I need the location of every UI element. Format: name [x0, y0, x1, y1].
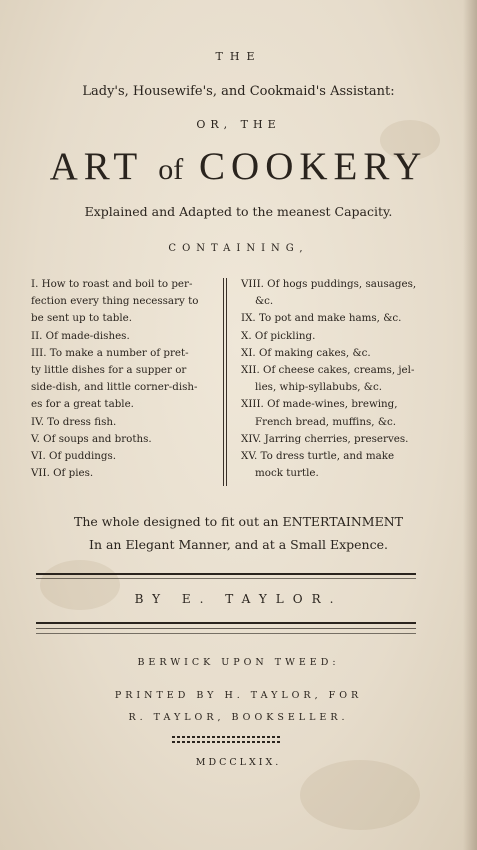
contents-line: XIII. Of made-wines, brewing,	[241, 398, 398, 411]
double-rule	[36, 628, 416, 629]
contents-line: X. Of pickling.	[241, 329, 316, 342]
contents-line: XII. Of cheese cakes, creams, jel-	[241, 363, 415, 376]
contents-line: es for a great table.	[31, 398, 134, 411]
printer-line: PRINTED BY H. TAYLOR, FOR	[114, 690, 363, 701]
column-divider	[223, 278, 224, 486]
ornament-rule	[172, 741, 282, 743]
contents-line: &c.	[255, 295, 274, 308]
contents-line: V. Of soups and broths.	[31, 432, 152, 445]
elegant-manner-line: In an Elegant Manner, and at a Small Expence.	[89, 537, 388, 552]
author-line: BY E. TAYLOR.	[134, 592, 343, 606]
containing-heading: CONTAINING,	[168, 243, 309, 254]
contents-line: I. How to roast and boil to per-	[31, 278, 193, 290]
whole-designed-line: The whole designed to fit out an ENTERTAINMENT	[73, 514, 404, 529]
contents-line: III. To make a number of pret-	[31, 346, 189, 359]
subtitle-assistant: Lady's, Housewife's, and Cookmaid's Assistant:	[82, 84, 395, 99]
contents-line: ty little dishes for a supper or	[31, 363, 187, 376]
title-the: THE	[215, 50, 262, 63]
place-of-printing: BERWICK UPON TWEED:	[137, 657, 340, 668]
contents-line: lies, whip-syllabubs, &c.	[255, 381, 382, 394]
double-rule	[36, 573, 416, 575]
contents-line: IV. To dress fish.	[31, 415, 117, 428]
double-rule	[36, 633, 416, 634]
contents-right-column	[241, 276, 441, 482]
contents-columns	[31, 276, 441, 490]
paper-stain	[300, 760, 420, 830]
contents-line: XI. Of making cakes, &c.	[241, 346, 371, 359]
contents-line: VIII. Of hogs puddings, sausages,	[241, 278, 417, 290]
publication-date: MDCCLXIX.	[195, 757, 282, 768]
contents-left-column	[31, 276, 217, 482]
column-divider	[226, 278, 227, 486]
contents-line: XV. To dress turtle, and make	[241, 449, 395, 462]
ornament-rule	[172, 736, 282, 738]
main-title-cookery: COOKERY	[199, 145, 428, 188]
bookseller-line: R. TAYLOR, BOOKSELLER.	[128, 712, 349, 723]
main-title-art: ART	[49, 145, 143, 188]
contents-line: II. Of made-dishes.	[31, 329, 130, 342]
explained-line: Explained and Adapted to the meanest Capacity.	[84, 204, 393, 219]
contents-line: XIV. Jarring cherries, preserves.	[241, 432, 409, 445]
contents-line: IX. To pot and make hams, &c.	[241, 312, 402, 325]
contents-line: fection every thing necessary to	[31, 295, 199, 308]
contents-line: French bread, muffins, &c.	[255, 415, 397, 428]
or-the: OR, THE	[196, 118, 281, 131]
contents-line: mock turtle.	[255, 467, 319, 480]
main-title	[0, 144, 477, 189]
contents-line: be sent up to table.	[31, 312, 133, 325]
double-rule	[36, 622, 416, 624]
contents-line: VII. Of pies.	[31, 467, 94, 480]
main-title-of: of	[158, 153, 184, 186]
contents-line: VI. Of puddings.	[31, 449, 117, 462]
double-rule	[36, 578, 416, 579]
contents-line: side-dish, and little corner-dish-	[31, 381, 198, 394]
